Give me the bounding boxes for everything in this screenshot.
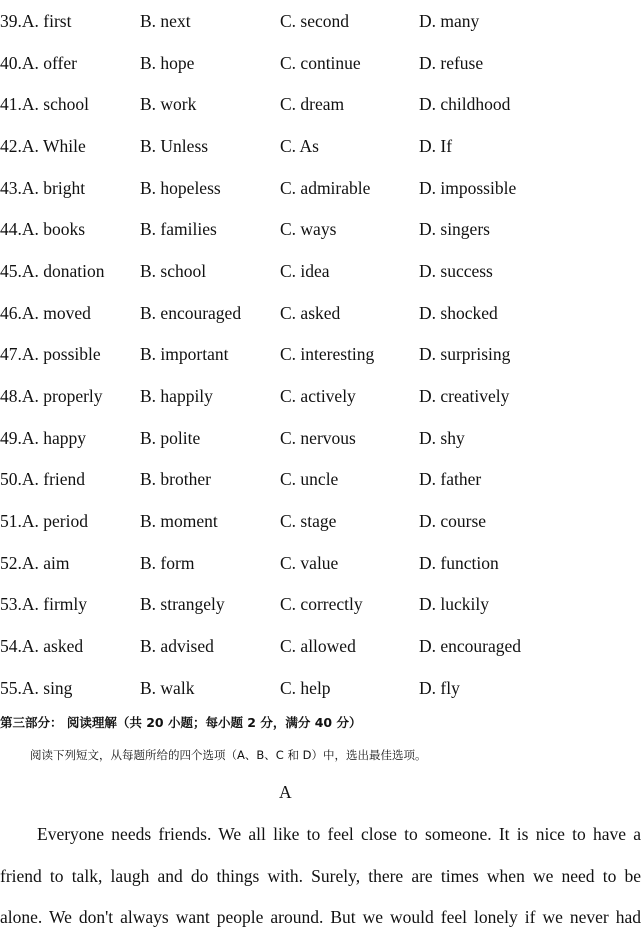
- option-d: D. father: [419, 469, 482, 489]
- question-row: [0, 259, 643, 283]
- option-d: D. If: [419, 136, 453, 156]
- option-c: C. correctly: [280, 594, 363, 614]
- option-d: D. creatively: [419, 386, 510, 406]
- option-c: C. stage: [280, 511, 337, 531]
- option-a: 52.A. aim: [0, 553, 70, 573]
- passage-line: Everyone needs friends. We all like to feel close to someone. It is nice to have a: [37, 824, 641, 844]
- option-b: B. walk: [140, 678, 195, 698]
- option-a: 45.A. donation: [0, 261, 105, 281]
- option-d: D. shy: [419, 428, 465, 448]
- option-a: 53.A. firmly: [0, 594, 88, 614]
- question-row: [0, 592, 643, 616]
- option-b: B. families: [140, 219, 217, 239]
- question-row: [0, 467, 643, 491]
- option-c: C. asked: [280, 303, 341, 323]
- question-row: [0, 551, 643, 575]
- option-a: 41.A. school: [0, 94, 89, 114]
- option-d: D. success: [419, 261, 493, 281]
- option-d: D. many: [419, 11, 480, 31]
- option-a: 49.A. happy: [0, 428, 87, 448]
- option-a: 54.A. asked: [0, 636, 84, 656]
- option-b: B. work: [140, 94, 197, 114]
- option-a: 47.A. possible: [0, 344, 101, 364]
- option-d: D. luckily: [419, 594, 489, 614]
- question-row: [0, 634, 643, 658]
- option-b: B. form: [140, 553, 195, 573]
- option-d: D. course: [419, 511, 487, 531]
- question-row: [0, 342, 643, 366]
- option-a: 42.A. While: [0, 136, 86, 156]
- option-d: D. surprising: [419, 344, 511, 364]
- option-b: B. brother: [140, 469, 211, 489]
- option-c: C. allowed: [280, 636, 356, 656]
- option-b: B. next: [140, 11, 191, 31]
- question-row: [0, 176, 643, 200]
- option-c: C. As: [280, 136, 319, 156]
- passage-line: friend to talk, laugh and do things with. Surely, there are times when we need to be: [0, 866, 641, 886]
- option-a: 44.A. books: [0, 219, 86, 239]
- option-c: C. uncle: [280, 469, 339, 489]
- question-row: [0, 134, 643, 158]
- option-b: B. strangely: [140, 594, 225, 614]
- option-d: D. childhood: [419, 94, 511, 114]
- question-row: [0, 676, 643, 700]
- question-row: [0, 426, 643, 450]
- option-a: 50.A. friend: [0, 469, 86, 489]
- option-a: 51.A. period: [0, 511, 88, 531]
- option-a: 46.A. moved: [0, 303, 91, 323]
- option-c: C. help: [280, 678, 331, 698]
- option-c: C. nervous: [280, 428, 356, 448]
- passage-line: alone. We don't always want people around. But we would feel lonely if we never had: [0, 907, 641, 927]
- passage-label: A: [279, 782, 292, 802]
- option-b: B. moment: [140, 511, 218, 531]
- option-c: C. continue: [280, 53, 361, 73]
- option-b: B. hope: [140, 53, 195, 73]
- option-d: D. refuse: [419, 53, 484, 73]
- question-row: [0, 509, 643, 533]
- option-a: 39.A. first: [0, 11, 72, 31]
- option-b: B. advised: [140, 636, 214, 656]
- option-b: B. school: [140, 261, 207, 281]
- option-b: B. important: [140, 344, 229, 364]
- option-c: C. value: [280, 553, 339, 573]
- option-c: C. second: [280, 11, 350, 31]
- option-b: B. encouraged: [140, 303, 242, 323]
- question-row: [0, 384, 643, 408]
- question-row: [0, 9, 643, 33]
- option-d: D. function: [419, 553, 499, 573]
- option-a: 55.A. sing: [0, 678, 73, 698]
- question-row: [0, 301, 643, 325]
- option-a: 40.A. offer: [0, 53, 77, 73]
- option-b: B. hopeless: [140, 178, 221, 198]
- option-b: B. Unless: [140, 136, 209, 156]
- option-c: C. idea: [280, 261, 330, 281]
- option-b: B. polite: [140, 428, 201, 448]
- option-c: C. admirable: [280, 178, 371, 198]
- option-c: C. interesting: [280, 344, 375, 364]
- option-c: C. dream: [280, 94, 345, 114]
- question-row: [0, 51, 643, 75]
- option-b: B. happily: [140, 386, 213, 406]
- option-c: C. actively: [280, 386, 356, 406]
- section-instruction: 阅读下列短文，从每题所给的四个选项（A、B、C 和 D）中，选出最佳选项。: [30, 748, 427, 762]
- question-row: [0, 92, 643, 116]
- question-row: [0, 217, 643, 241]
- option-a: 48.A. properly: [0, 386, 103, 406]
- option-d: D. encouraged: [419, 636, 522, 656]
- option-d: D. shocked: [419, 303, 498, 323]
- option-d: D. impossible: [419, 178, 517, 198]
- option-a: 43.A. bright: [0, 178, 86, 198]
- section-title: 第三部分： 阅读理解（共 20 小题；每小题 2 分，满分 40 分）: [0, 715, 362, 730]
- option-c: C. ways: [280, 219, 337, 239]
- option-d: D. fly: [419, 678, 460, 698]
- option-d: D. singers: [419, 219, 490, 239]
